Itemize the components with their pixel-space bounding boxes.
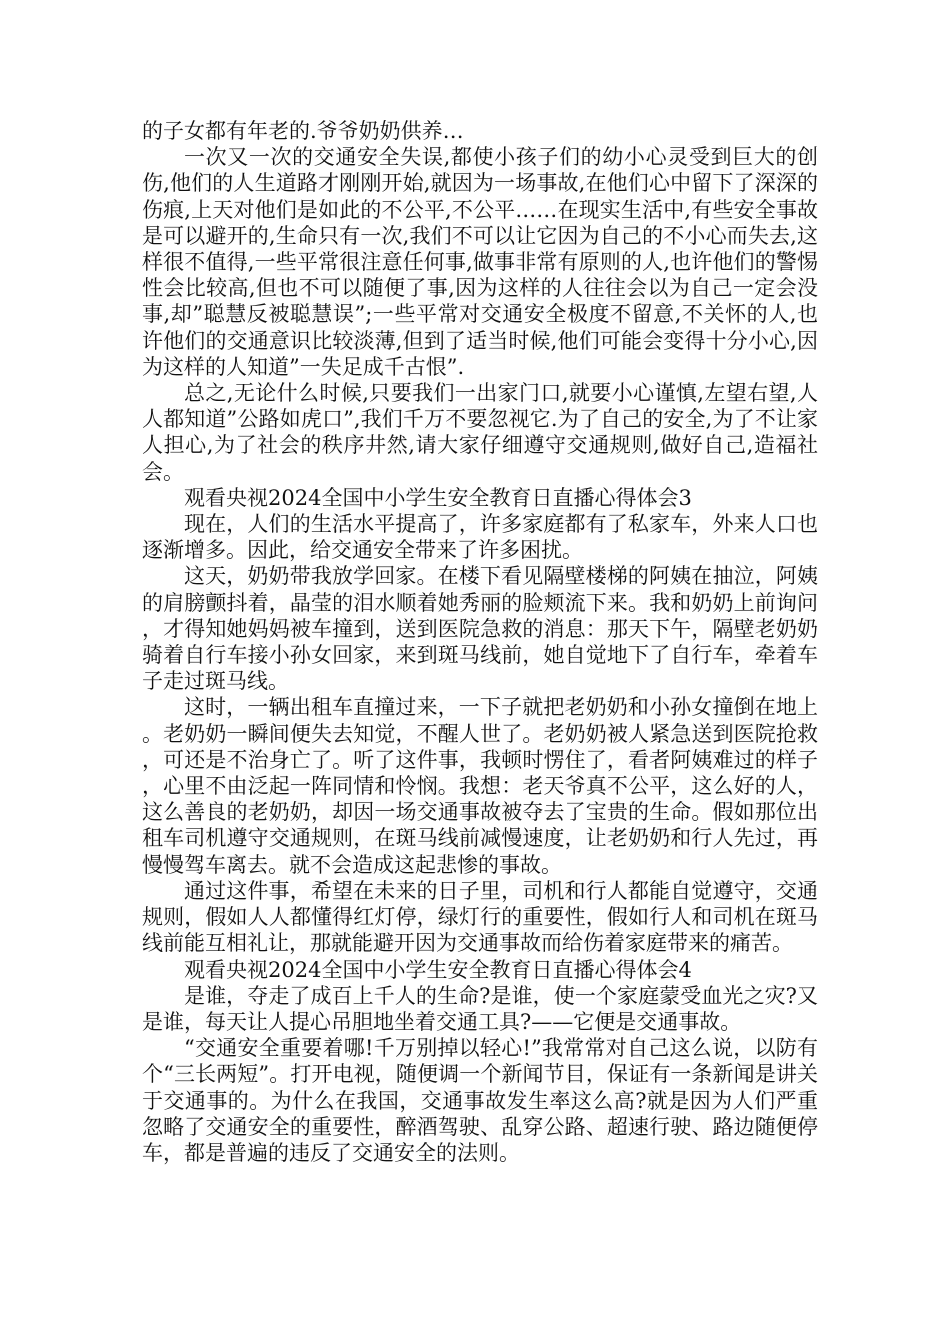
section-heading-4: 观看央视2024全国中小学生安全教育日直播心得体会4 [184, 957, 692, 982]
paragraph: 总之,无论什么时候,只要我们一出家门口,就要小心谨慎,左望右望,人人都知道”公路如虎口”,我们千万不要忽视它.为了自己的安全,为了不让家人担心,为了社会的秩序井然,请大家仔细遵守交通规则,做好自己,造福社会。 [142, 381, 818, 484]
document-page [142, 118, 818, 1166]
paragraph: 现在，人们的生活水平提高了，许多家庭都有了私家车，外来人口也逐渐增多。因此，给交通安全带来了许多困扰。 [142, 512, 818, 563]
paragraph-continued: 的子女都有年老的.爷爷奶奶供养… [142, 119, 464, 143]
paragraph: 是谁，夺走了成百上千人的生命?是谁，使一个家庭蒙受血光之灾?又是谁，每天让人提心吊胆地坐着交通工具?——它便是交通事故。 [142, 983, 818, 1034]
paragraph: “交通安全重要着哪!千万别掉以轻心!”我常常对自己这么说，以防有个“三长两短”。打开电视，随便调一个新闻节目，保证有一条新闻是讲关于交通事的。为什么在我国，交通事故发生率这么高?就是因为人们严重忽略了交通安全的重要性，醉酒驾驶、乱穿公路、超速行驶、路边随便停车，都是普遍的违反了交通安全的法则。 [142, 1036, 818, 1165]
paragraph: 通过这件事，希望在未来的日子里，司机和行人都能自觉遵守，交通规则，假如人人都懂得红灯停，绿灯行的重要性，假如行人和司机在斑马线前能互相礼让，那就能避开因为交通事故而给伤着家庭带来的痛苦。 [142, 878, 818, 956]
paragraph: 这时，一辆出租车直撞过来，一下子就把老奶奶和小孙女撞倒在地上。老奶奶一瞬间便失去知觉，不醒人世了。老奶奶被人紧急送到医院抢救，可还是不治身亡了。听了这件事，我顿时愣住了，看者阿姨难过的样子，心里不由泛起一阵同情和怜悯。我想：老天爷真不公平，这么好的人，这么善良的老奶奶，却因一场交通事故被夺去了宝贵的生命。假如那位出租车司机遵守交通规则，在斑马线前减慢速度，让老奶奶和行人先过，再慢慢驾车离去。就不会造成这起悲惨的事故。 [142, 695, 818, 877]
section-heading-3: 观看央视2024全国中小学生安全教育日直播心得体会3 [184, 485, 692, 510]
paragraph: 这天，奶奶带我放学回家。在楼下看见隔壁楼梯的阿姨在抽泣，阿姨的肩膀颤抖着，晶莹的泪水顺着她秀丽的脸颊流下来。我和奶奶上前询问，才得知她妈妈被车撞到，送到医院急救的消息：那天下午，隔壁老奶奶骑着自行车接小孙女回家，来到斑马线前，她自觉地下了自行车，牵着车子走过斑马线。 [142, 564, 818, 694]
paragraph: 一次又一次的交通安全失误,都使小孩子们的幼小心灵受到巨大的创伤,他们的人生道路才刚刚开始,就因为一场事故,在他们心中留下了深深的伤痕,上天对他们是如此的不公平,不公平……在现实生活中,有些安全事故是可以避开的,生命只有一次,我们不可以让它因为自己的不小心而失去,这样很不值得,一些平常很注意任何事,做事非常有原则的人,也许他们的警惕性会比较高,但也不可以随便了事,因为这样的人往往会以为自己一定会没事,却”聪慧反被聪慧误”;一些平常对交通安全极度不留意,不关怀的人,也许他们的交通意识比较淡薄,但到了适当时候,他们可能会变得十分小心,因为这样的人知道”一失足成千古恨”. [142, 145, 818, 379]
